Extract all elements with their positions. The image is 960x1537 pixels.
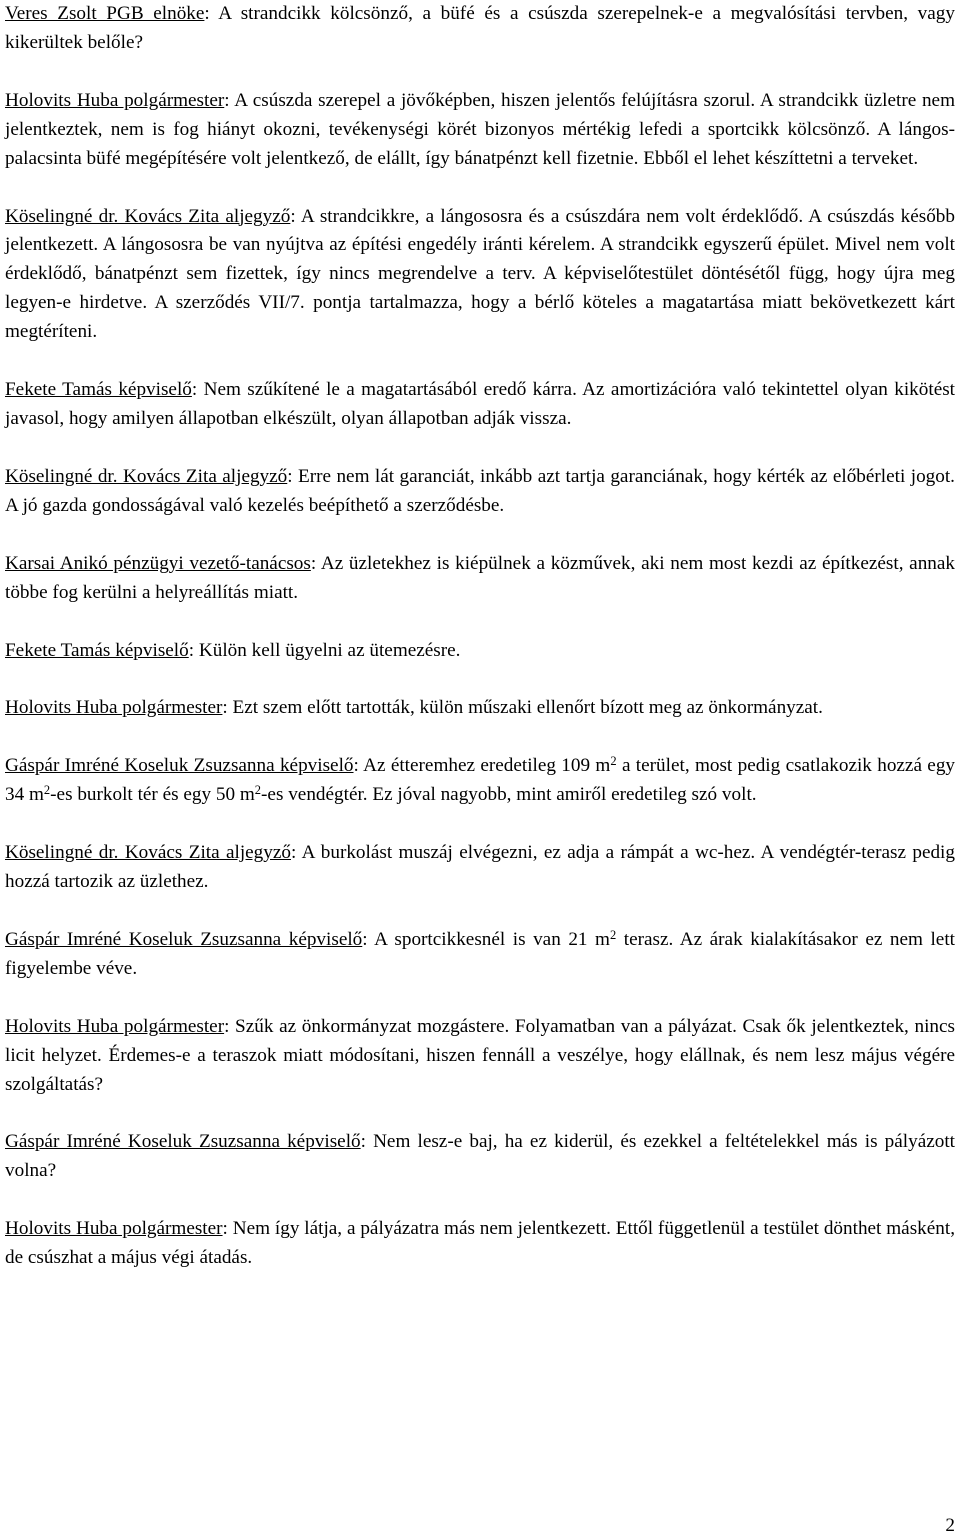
speaker-name: Holovits Huba polgármester [5,1015,225,1037]
speaker-name: Fekete Tamás képviselő [5,379,192,401]
speaker-name: Holovits Huba polgármester [5,697,223,719]
statement-text: a terület, most pedig csatlakozik hozzá egy 34 m [5,755,956,806]
minutes-paragraph [5,926,955,984]
superscript: 2 [254,783,262,798]
speaker-name: Gáspár Imréné Koseluk Zsuzsanna képviselő [5,1131,361,1153]
statement-text: : Az étteremhez eredetileg 109 m [353,755,611,777]
minutes-paragraph [5,463,955,521]
minutes-paragraph [5,694,955,723]
statement-text: : Nem lesz-e baj, ha ez kiderül, és ezekkel a feltételekkel más is pályázott volna? [5,1131,955,1182]
statement-text: -es burkolt tér és egy 50 m [50,784,255,806]
statement-text: : Nem szűkítené le a magatartásából eredő kárra. Az amortizációra való tekintettel olyan kikötést javasol, hogy amilyen állapotban elkészült, olyan állapotban adják vissza. [5,379,956,429]
minutes-paragraph [5,1128,955,1186]
statement-text: -es vendégtér. Ez jóval nagyobb, mint amiről eredetileg szó volt. [261,784,757,806]
minutes-paragraph [5,550,955,608]
statement-text: : A strandcikkre, a lángososra és a csúszdára nem volt érdeklődő. A csúszdás később jelentkezett. A lángososra be van nyújtva az építési engedély iránti kérelem. A strandcikk egyszerű épület. Mivel nem volt érdeklődő, bánatpénzt sem fizettek, így nincs megrendelve a terv. A képviselőtestület döntésétől függ, hogy újra meg legyen-e hirdetve. A szerződés VII/7. pontja tartalmazza, hogy a bérlő köteles a magatartása miatt bekövetkezett kárt megtéríteni. [5,205,955,343]
page-number: 2 [945,1515,955,1536]
statement-text: terasz. Az árak kialakításakor ez nem lett figyelembe véve. [5,928,955,979]
statement-text: : A sportcikkesnél is van 21 m [362,928,610,950]
minutes-paragraph [5,376,955,434]
speaker-name: Fekete Tamás képviselő [5,639,189,661]
superscript: 2 [43,783,51,798]
statement-text: : Külön kell ügyelni az ütemezésre. [188,639,461,661]
minutes-paragraph [5,1215,955,1273]
speaker-name: Holovits Huba polgármester [5,1218,223,1240]
speaker-name: Köselingné dr. Kovács Zita aljegyző [5,205,291,227]
statement-text: : Az üzletekhez is kiépülnek a közművek, aki nem most kezdi az építkezést, annak többe fog kerülni a helyreállítás miatt. [5,552,955,603]
minutes-paragraph [5,0,955,58]
minutes-paragraph [5,1013,955,1100]
superscript: 2 [610,754,617,769]
minutes-paragraph [5,637,955,666]
speaker-name: Köselingné dr. Kovács Zita aljegyző [5,842,291,864]
statement-text: : A burkolást muszáj elvégezni, ez adja a rámpát a wc-hez. A vendégtér-terasz pedig hozzá tartozik az üzlethez. [5,842,955,893]
statement-text: : Szűk az önkormányzat mozgástere. Folyamatban van a pályázat. Csak ők jelentkeztek, nincs licit helyzet. Érdemes-e a teraszok miatt módosítani, hiszen fennáll a veszélye, hogy elállnak, és nem lesz május végére szolgáltatás? [5,1015,955,1095]
document-page [5,0,955,1273]
speaker-name: Gáspár Imréné Koseluk Zsuzsanna képviselő [5,928,363,950]
statement-text: : Nem így látja, a pályázatra más nem jelentkezett. Ettől függetlenül a testület dönthet másként, de csúszhat a május végi átadás. [5,1218,955,1269]
minutes-paragraph [5,839,955,897]
statement-text: : Erre nem lát garanciát, inkább azt tartja garanciának, hogy kérték az előbérleti jogot. A jó gazda gondosságával való kezelés beépíthető a szerződésbe. [5,465,955,516]
speaker-name: Holovits Huba polgármester [5,89,225,111]
superscript: 2 [609,927,617,942]
speaker-name: Veres Zsolt PGB elnöke [5,3,205,24]
minutes-paragraph [5,752,955,810]
minutes-paragraph [5,203,955,348]
statement-text: : A csúszda szerepel a jövőképben, hiszen jelentős felújításra szorul. A strandcikk üzletre nem jelentkeztek, nem is fog hiányt okozni, tevékenységi körét bizonyos mértékig lefedi a sportcikk kölcsönző. A lángos-palacsinta büfé megépítésére volt jelentkező, de elállt, így bánatpénzt kell fizetnie. Ebből el lehet készíttetni a terveket. [5,89,955,169]
speaker-name: Köselingné dr. Kovács Zita aljegyző [5,465,288,487]
statement-text: : A strandcikk kölcsönző, a büfé és a csúszda szerepelnek-e a megvalósítási tervben, vagy kikerültek belőle? [5,3,955,53]
speaker-name: Karsai Anikó pénzügyi vezető-tanácsos [5,552,311,574]
speaker-name: Gáspár Imréné Koseluk Zsuzsanna képviselő [5,755,354,777]
statement-text: : Ezt szem előtt tartották, külön műszaki ellenőrt bízott meg az önkormányzat. [222,697,823,719]
minutes-paragraph [5,87,955,174]
